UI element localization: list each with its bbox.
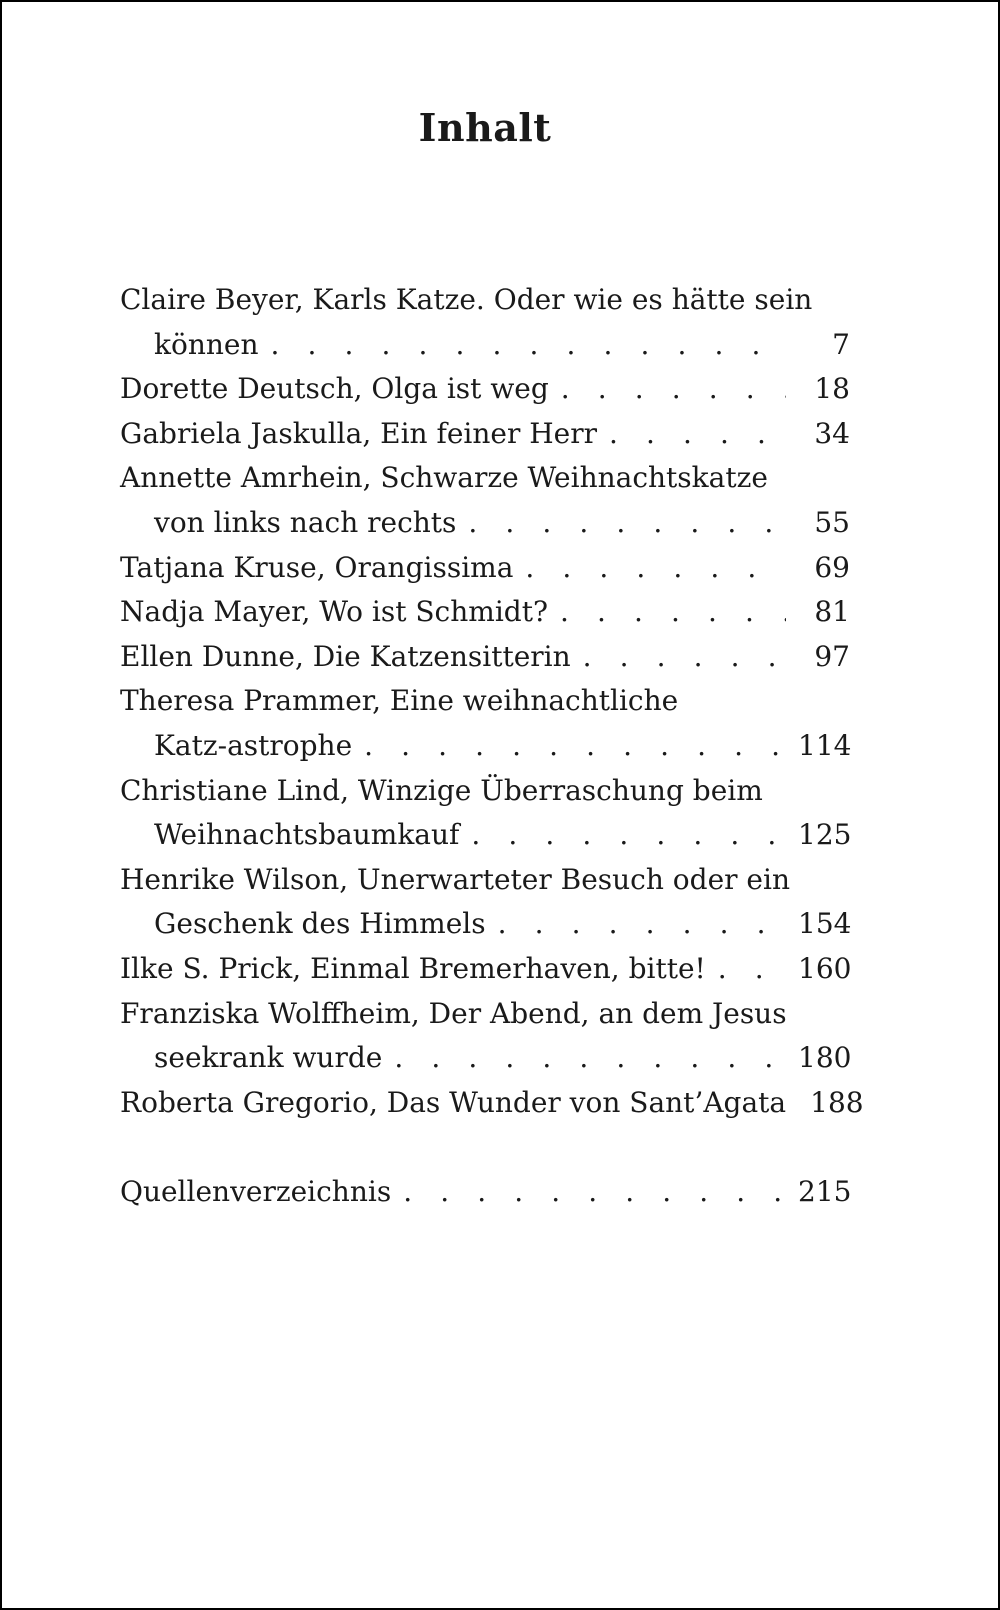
entry-title: Roberta Gregorio, Das Wunder von Sant’Agata — [120, 1085, 787, 1119]
entry-title-continued: Geschenk des Himmels — [154, 907, 486, 941]
dot-leader — [718, 947, 786, 992]
page-number: 69 — [814, 550, 850, 584]
entry-title-continued: können — [154, 327, 259, 361]
page-number: 55 — [814, 505, 850, 539]
entry-title: Ilke S. Prick, Einmal Bremerhaven, bitte! — [120, 951, 706, 985]
page-number: 81 — [814, 595, 850, 629]
entry-title: Gabriela Jaskulla, Ein feiner Herr — [120, 416, 597, 450]
entry-title: Quellenverzeichnis — [120, 1174, 392, 1208]
section-gap — [120, 1125, 850, 1170]
toc-entry-amrhein — [120, 456, 850, 545]
page-title: Inhalt — [418, 105, 552, 150]
entry-title: Theresa Prammer, Eine weihnachtliche — [120, 684, 679, 718]
entry-title: Henrike Wilson, Unerwarteter Besuch oder ein — [120, 862, 790, 896]
page-number: 188 — [810, 1085, 864, 1119]
page-number: 18 — [814, 372, 850, 406]
toc-entry-lind — [120, 769, 850, 858]
dot-leader — [561, 367, 786, 412]
entry-title: Dorette Deutsch, Olga ist weg — [120, 372, 549, 406]
page-number: 125 — [798, 818, 852, 852]
toc-entry-wolffheim — [120, 992, 850, 1081]
page-number: 180 — [798, 1041, 852, 1075]
toc-entry-quellenverzeichnis — [120, 1170, 850, 1215]
page-number: 114 — [798, 728, 852, 762]
toc-entry-prammer — [120, 679, 850, 768]
entry-title-continued: seekrank wurde — [154, 1041, 383, 1075]
dot-leader — [525, 546, 786, 591]
entry-title-continued: von links nach rechts — [154, 505, 457, 539]
page-number: 215 — [798, 1174, 852, 1208]
dot-leader — [609, 412, 786, 457]
page-number: 154 — [798, 907, 852, 941]
page-number: 160 — [798, 951, 852, 985]
dot-leader — [560, 590, 786, 635]
toc-entry-deutsch — [120, 367, 850, 412]
page-number: 97 — [814, 639, 850, 673]
toc-entry-kruse — [120, 546, 850, 591]
dot-leader — [583, 635, 786, 680]
entry-title: Claire Beyer, Karls Katze. Oder wie es hätte sein — [120, 283, 813, 316]
entry-title: Annette Amrhein, Schwarze Weihnachtskatze — [120, 461, 768, 495]
dot-leader — [394, 1036, 786, 1081]
dot-leader — [468, 501, 786, 546]
dot-leader — [471, 813, 786, 858]
toc-entry-beyer — [120, 278, 850, 367]
dot-leader — [271, 323, 787, 368]
entry-title: Nadja Mayer, Wo ist Schmidt? — [120, 595, 548, 629]
entry-title-continued: Weihnachtsbaumkauf — [154, 818, 460, 852]
entry-title: Christiane Lind, Winzige Überraschung beim — [120, 773, 763, 807]
dot-leader — [498, 902, 786, 947]
entry-title: Tatjana Kruse, Orangissima — [120, 550, 514, 584]
entry-title: Ellen Dunne, Die Katzensitterin — [120, 639, 571, 673]
toc-entry-wilson — [120, 858, 850, 947]
page-number: 7 — [832, 327, 850, 361]
table-of-contents — [120, 278, 864, 1214]
entry-title-continued: Katz-astrophe — [154, 728, 353, 762]
toc-entry-dunne — [120, 635, 850, 680]
toc-entry-gregorio — [120, 1081, 864, 1126]
page-number: 34 — [814, 416, 850, 450]
toc-entry-mayer — [120, 590, 850, 635]
dot-leader — [364, 724, 786, 769]
entry-title: Franziska Wolffheim, Der Abend, an dem Jesus — [120, 996, 787, 1030]
dot-leader — [403, 1170, 786, 1215]
toc-entry-jaskulla — [120, 412, 850, 457]
toc-entry-prick — [120, 947, 850, 992]
